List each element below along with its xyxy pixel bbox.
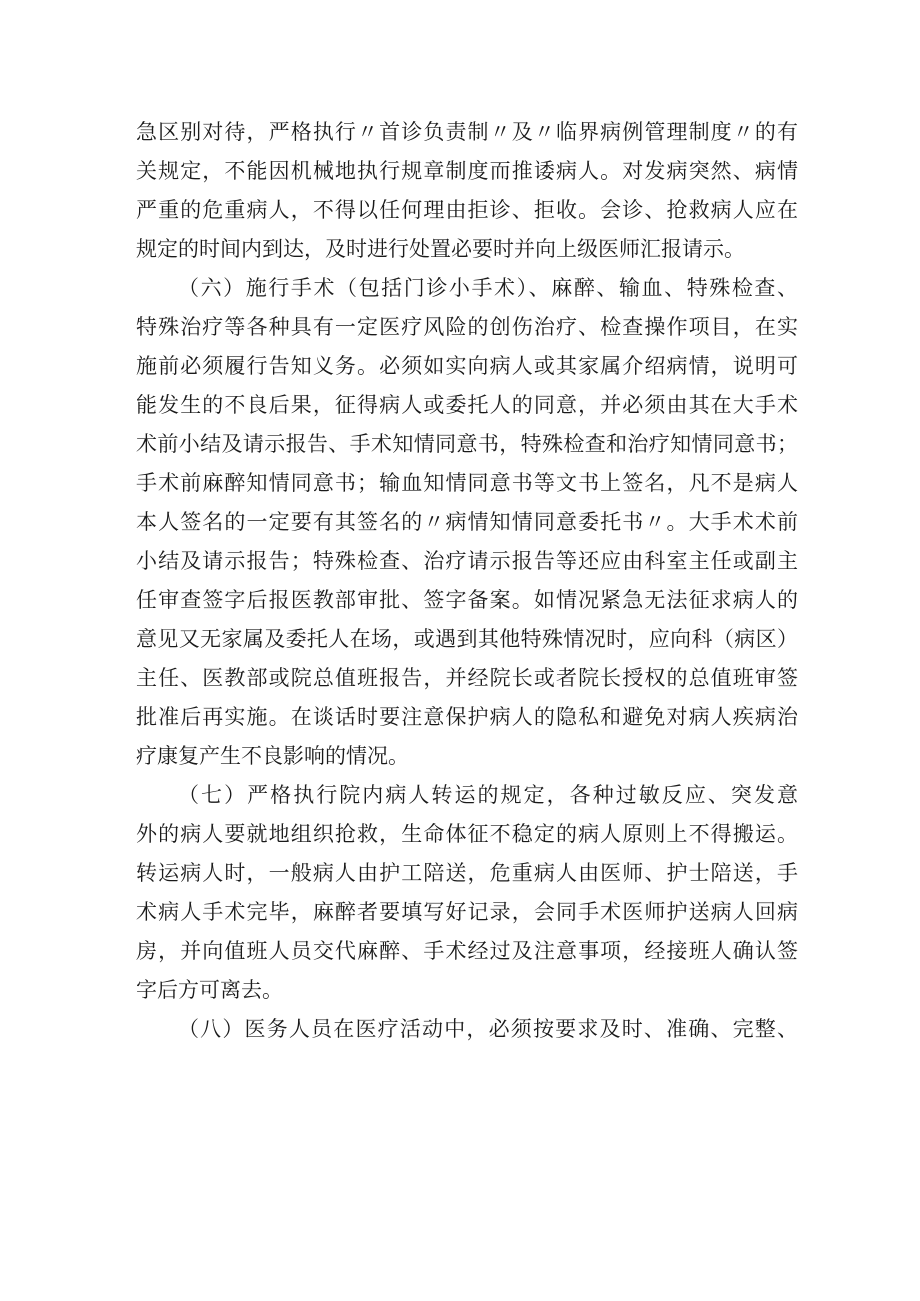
text-line: 术病人手术完毕，麻醉者要填写好记录，会同手术医师护送病人回病 <box>136 900 798 924</box>
text-line: 施前必须履行告知义务。必须如实向病人或其家属介绍病情，说明可 <box>136 354 798 378</box>
text-line: 能发生的不良后果，征得病人或委托人的同意，并必须由其在大手术 <box>136 393 798 417</box>
text-line: 严重的危重病人，不得以任何理由拒诊、拒收。会诊、抢救病人应在 <box>136 198 798 222</box>
text-line: 转运病人时，一般病人由护工陪送，危重病人由医师、护士陪送，手 <box>136 861 798 885</box>
text-line: 手术前麻醉知情同意书；输血知情同意书等文书上签名，凡不是病人 <box>136 471 798 495</box>
text-line: 外的病人要就地组织抢救，生命体征不稳定的病人原则上不得搬运。 <box>136 822 798 846</box>
text-line: 小结及请示报告；特殊检查、治疗请示报告等还应由科室主任或副主 <box>136 549 798 573</box>
text-line: 房，并向值班人员交代麻醉、手术经过及注意事项，经接班人确认签 <box>136 939 798 963</box>
text-line: 术前小结及请示报告、手术知情同意书，特殊检查和治疗知情同意书； <box>136 432 798 456</box>
paragraph-first-line: （七）严格执行院内病人转运的规定，各种过敏反应、突发意 <box>178 783 798 807</box>
text-line: 疗康复产生不良影响的情况。 <box>136 744 409 768</box>
text-line: 本人签名的一定要有其签名的〃病情知情同意委托书〃。大手术术前 <box>136 510 798 534</box>
text-line: 批准后再实施。在谈话时要注意保护病人的隐私和避免对病人疾病治 <box>136 705 798 729</box>
text-line: 关规定，不能因机械地执行规章制度而推诿病人。对发病突然、病情 <box>136 159 798 183</box>
paragraph-first-line: （六）施行手术（包括门诊小手术）、麻醉、输血、特殊检查、 <box>178 276 798 300</box>
text-line: 字后方可离去。 <box>136 978 283 1002</box>
text-line: 急区别对待，严格执行〃首诊负责制〃及〃临界病例管理制度〃的有 <box>136 120 798 144</box>
text-line: 特殊治疗等各种具有一定医疗风险的创伤治疗、检查操作项目，在实 <box>136 315 798 339</box>
text-line: 规定的时间内到达，及时进行处置必要时并向上级医师汇报请示。 <box>136 237 745 261</box>
text-line: 任审查签字后报医教部审批、签字备案。如情况紧急无法征求病人的 <box>136 588 798 612</box>
text-line: 意见又无家属及委托人在场，或遇到其他特殊情况时，应向科（病区） <box>136 627 798 651</box>
document-body <box>136 113 798 1049</box>
paragraph-first-line: （八）医务人员在医疗活动中，必须按要求及时、准确、完整、 <box>178 1017 798 1041</box>
text-line: 主任、医教部或院总值班报告，并经院长或者院长授权的总值班审签 <box>136 666 798 690</box>
